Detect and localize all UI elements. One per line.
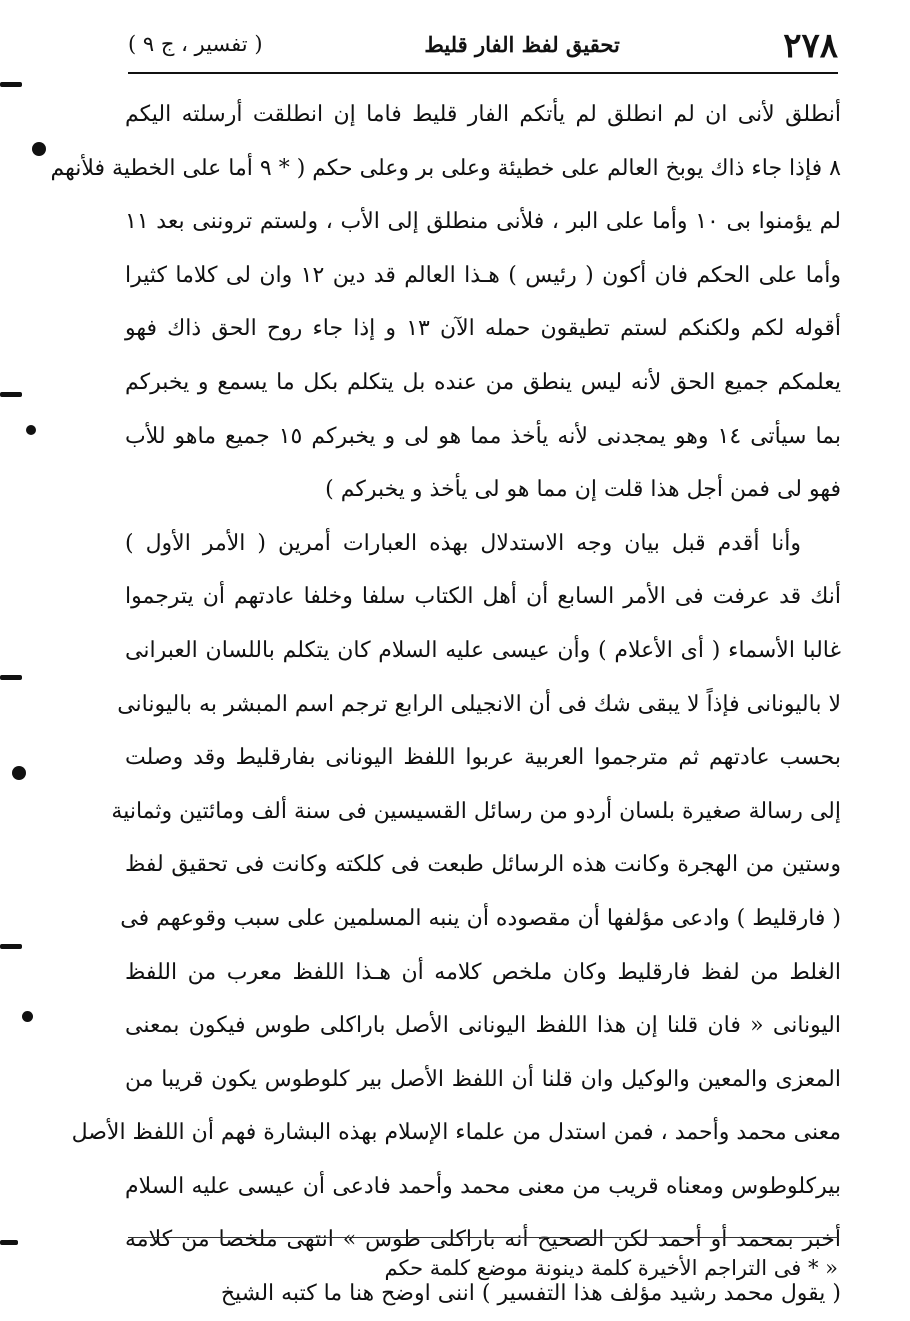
- text-line: ( يقول محمد رشيد مؤلف هذا التفسير ) اننى اوضح هنا ما كتبه الشيخ: [220, 1281, 841, 1307]
- text-line: معنى محمد وأحمد ، فمن استدل من علماء الإسلام بهذه البشارة فهم أن اللفظ الأصل: [71, 1120, 841, 1146]
- text-line: أخبر بمحمد أو أحمد لكن الصحيح أنه باراكلى طوس » انتهى ملخصا من كلامه: [125, 1227, 841, 1253]
- text-line: لم يؤمنوا بى ١٠ وأما على البر ، فلأنى منطلق إلى الأب ، ولستم تروننى بعد ١١: [125, 209, 841, 235]
- page-number: ٢٧٨: [783, 26, 838, 66]
- text-line: أنطلق لأنى ان لم انطلق لم يأتكم الفار قليط فاما إن انطلقت أرسلته اليكم: [125, 102, 841, 127]
- margin-blot: [32, 142, 46, 156]
- text-line: وستين من الهجرة وكانت هذه الرسائل طبعت فى كلكته وكانت فى تحقيق لفظ: [125, 852, 841, 878]
- margin-blot: [26, 425, 36, 435]
- margin-blot: [12, 766, 26, 780]
- margin-mark: [0, 675, 22, 680]
- text-line: وأما على الحكم فان أكون ( رئيس ) هـذا العالم قد دين ١٢ وان لى كلاما كثيرا: [125, 262, 841, 288]
- margin-blot: [22, 1011, 33, 1022]
- volume-label: ( تفسير ، ج ٩ ): [128, 32, 263, 56]
- text-line: إلى رسالة صغيرة بلسان أردو من رسائل القسيسين فى سنة ألف ومائتين وثمانية: [111, 798, 841, 824]
- text-line: أنك قد عرفت فى الأمر السابع أن أهل الكتاب سلفا وخلفا عادتهم أن يترجموا: [125, 584, 841, 610]
- footnote-rule: [128, 1237, 838, 1238]
- page-header: [128, 26, 838, 66]
- text-line: أقوله لكم ولكنكم لستم تطيقون حمله الآن ١٣ و إذا جاء روح الحق ذاك فهو: [125, 316, 842, 342]
- text-line: غالبا الأسماء ( أى الأعلام ) وأن عيسى عليه السلام كان يتكلم باللسان العبرانى: [125, 637, 841, 663]
- margin-mark: [0, 944, 22, 949]
- text-line: الغلط من لفظ فارقليط وكان ملخص كلامه أن هـذا اللفظ معرب من اللفظ: [125, 959, 841, 985]
- text-line: ( فارقليط ) وادعى مؤلفها أن مقصوده أن ينبه المسلمين على سبب وقوعهم فى: [120, 905, 841, 931]
- text-line: لا باليونانى فإذاً لا يبقى شك فى أن الانجيلى الرابع ترجم اسم المبشر به باليونانى: [117, 691, 841, 717]
- text-line: ٨ فإذا جاء ذاك يوبخ العالم على خطيئة وعلى بر وعلى حكم ( * ٩ أما على الخطية فلأنهم: [50, 155, 841, 181]
- text-line: بما سيأتى ١٤ وهو يمجدنى لأنه يأخذ مما هو لى و يخبركم ١٥ جميع ماهو للأب: [125, 423, 841, 449]
- body-text: [50, 88, 842, 1321]
- footnote: « * فى التراجم الأخيرة كلمة دينونة موضع كلمة حكم: [384, 1256, 838, 1280]
- text-line: بحسب عادتهم ثم مترجموا العربية عربوا اللفظ اليونانى بفارقليط وقد وصلت: [125, 745, 841, 771]
- text-line: بيركلوطوس ومعناه قريب من معنى محمد وأحمد فادعى أن عيسى عليه السلام: [125, 1173, 841, 1199]
- margin-mark: [0, 82, 22, 87]
- text-line: يعلمكم جميع الحق لأنه ليس ينطق من عنده بل يتكلم بكل ما يسمع و يخبركم: [125, 369, 841, 395]
- text-line: المعزى والمعين والوكيل وان قلنا أن اللفظ الأصل بير كلوطوس يكون قريبا من: [125, 1066, 841, 1092]
- margin-mark: [0, 1240, 18, 1245]
- margin-mark: [0, 392, 22, 397]
- running-title: تحقيق لفظ الفار قليط: [424, 32, 620, 57]
- text-line: وأنا أقدم قبل بيان وجه الاستدلال بهذه العبارات أمرين ( الأمر الأول ): [125, 530, 801, 556]
- header-rule: [128, 72, 838, 74]
- text-line: اليونانى « فان قلنا إن هذا اللفظ اليونانى الأصل باراكلى طوس فيكون بمعنى: [125, 1013, 841, 1039]
- text-line: فهو لى فمن أجل هذا قلت إن مما هو لى يأخذ و يخبركم ): [325, 477, 841, 503]
